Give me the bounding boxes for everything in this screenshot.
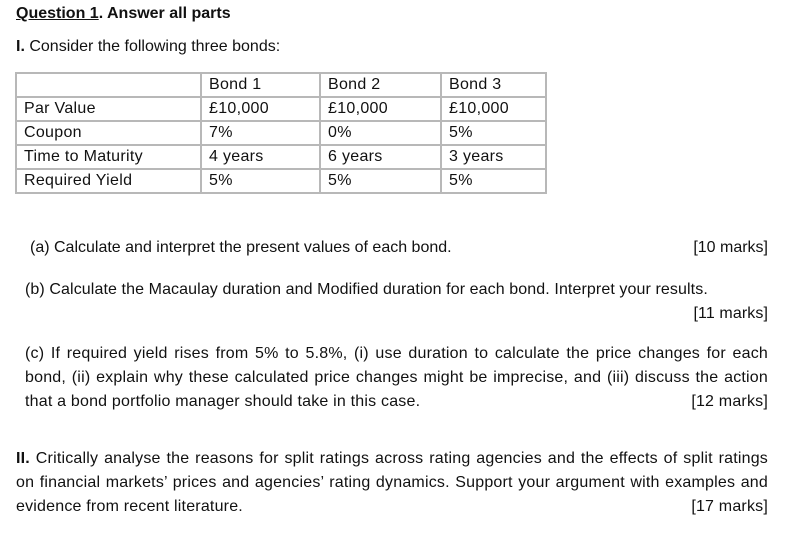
part-b [25, 278, 768, 326]
table-cell: 5% [441, 169, 546, 193]
part-a-text: (a) Calculate and interpret the present values of each bond. [30, 239, 452, 256]
section-two-marks: [17 marks] [691, 498, 768, 515]
section-two [16, 447, 768, 519]
table-cell: £10,000 [441, 97, 546, 121]
question-label: Question 1 [16, 5, 99, 22]
table-row [16, 97, 546, 121]
table-header-cell [16, 73, 201, 97]
table-cell: £10,000 [201, 97, 320, 121]
table-cell: 5% [320, 169, 441, 193]
section-two-numeral: II. [16, 450, 30, 467]
part-c-text: (c) If required yield rises from 5% to 5.8%, (i) use duration to calculate the price changes for each bond, (ii) explain why these calculated price changes might be imprecise, and (iii) discuss the action that a bond portfolio manager should take in this case. [25, 345, 768, 410]
table-cell: 5% [441, 121, 546, 145]
part-c-marks: [12 marks] [691, 393, 768, 410]
section-one-intro-text: Consider the following three bonds: [24, 38, 281, 55]
table-cell: Time to Maturity [16, 145, 201, 169]
table-row [16, 145, 546, 169]
table-header-cell: Bond 2 [320, 73, 441, 97]
part-c [25, 342, 768, 414]
table-header-row [16, 73, 546, 97]
part-b-marks: [11 marks] [693, 305, 768, 322]
table-header-cell: Bond 1 [201, 73, 320, 97]
part-a-marks: [10 marks] [693, 239, 768, 256]
table-cell: Par Value [16, 97, 201, 121]
table-cell: Required Yield [16, 169, 201, 193]
table-cell: 4 years [201, 145, 320, 169]
section-two-text: Critically analyse the reasons for split ratings across rating agencies and the effects of split ratings on financial markets’ prices and agencies’ rating dynamics. Support your argument with examples and evidence from recent literature. [16, 450, 768, 515]
table-cell: 3 years [441, 145, 546, 169]
table-cell: 6 years [320, 145, 441, 169]
table-header-cell: Bond 3 [441, 73, 546, 97]
question-title-rest: . Answer all parts [98, 5, 231, 22]
table-cell: £10,000 [320, 97, 441, 121]
section-one-intro [16, 38, 280, 56]
part-b-text: (b) Calculate the Macaulay duration and Modified duration for each bond. Interpret your results. [25, 281, 708, 298]
table-cell: 5% [201, 169, 320, 193]
bonds-table [15, 72, 547, 194]
table-cell: 7% [201, 121, 320, 145]
part-a [30, 236, 768, 260]
table-row [16, 169, 546, 193]
table-cell: 0% [320, 121, 441, 145]
table-row [16, 121, 546, 145]
table-cell: Coupon [16, 121, 201, 145]
section-one-numeral: I. [16, 38, 25, 55]
question-title [16, 5, 231, 23]
